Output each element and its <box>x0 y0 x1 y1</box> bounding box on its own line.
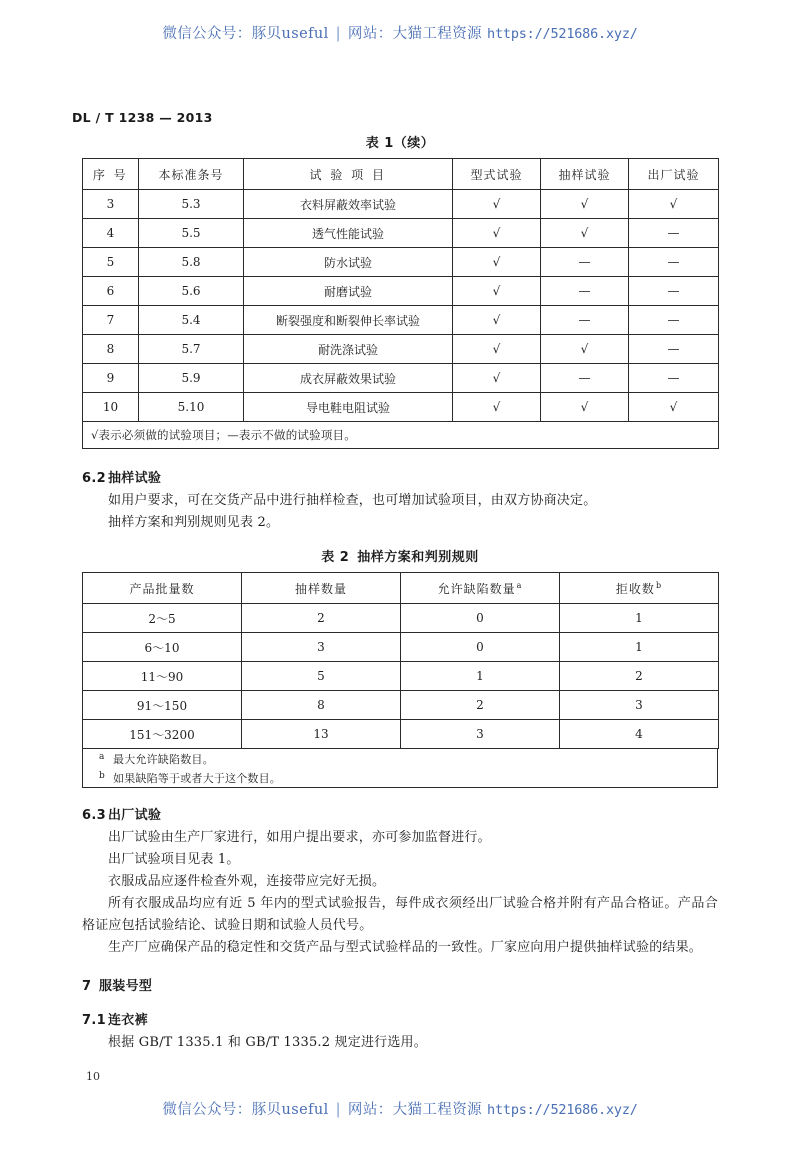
table1-header-row <box>83 159 719 190</box>
table-row <box>83 219 719 248</box>
cell-clause: 5.10 <box>139 393 244 422</box>
cell-item: 导电鞋电阻试验 <box>244 393 453 422</box>
cell-clause: 5.9 <box>139 364 244 393</box>
table2-header-reject-text: 拒收数 <box>615 581 655 596</box>
cell-no: 5 <box>83 248 139 277</box>
cell-sampling-test: — <box>541 277 629 306</box>
table2-header-reject <box>560 573 719 604</box>
cell-sampling-test: √ <box>541 335 629 364</box>
cell-clause: 5.4 <box>139 306 244 335</box>
cell-item: 耐洗涤试验 <box>244 335 453 364</box>
table-row <box>83 604 719 633</box>
section-6-3-para3: 衣服成品应逐件检查外观，连接带应完好无损。 <box>108 874 386 889</box>
table-row <box>83 691 719 720</box>
table2-header-sample <box>242 573 401 604</box>
cell-sampling-test: — <box>541 248 629 277</box>
cell-type-test: √ <box>453 277 541 306</box>
watermark-site-label: 网站：大猫工程资源 <box>347 1102 483 1118</box>
section-7-title: 服装号型 <box>99 979 153 994</box>
table2-header-batch-text: 产品批量数 <box>129 581 195 596</box>
table-row <box>83 306 719 335</box>
cell-no: 9 <box>83 364 139 393</box>
section-7-1-title: 连衣裤 <box>108 1013 148 1028</box>
watermark-separator: | <box>335 26 341 42</box>
cell-reject: 1 <box>560 604 719 633</box>
cell-item: 衣料屏蔽效率试验 <box>244 190 453 219</box>
cell-type-test: √ <box>453 393 541 422</box>
cell-item: 透气性能试验 <box>244 219 453 248</box>
cell-no: 7 <box>83 306 139 335</box>
footnote-a-text: 最大允许缺陷数目。 <box>113 752 214 766</box>
table1-header-factory-test: 出厂试验 <box>629 159 719 190</box>
cell-allowed: 0 <box>401 633 560 662</box>
section-6-2-number: 6.2 <box>82 471 106 486</box>
table1-header-no: 序 号 <box>83 159 139 190</box>
table1-note-row <box>83 422 719 449</box>
section-6-3-para5: 生产厂应确保产品的稳定性和交货产品与型式试验样品的一致性。厂家应向用户提供抽样试验的结果。 <box>108 940 703 955</box>
cell-sample: 13 <box>242 720 401 749</box>
table-row <box>83 335 719 364</box>
cell-sampling-test: √ <box>541 190 629 219</box>
page-content <box>82 132 718 1054</box>
cell-no: 4 <box>83 219 139 248</box>
table-row <box>83 720 719 749</box>
cell-allowed: 3 <box>401 720 560 749</box>
cell-clause: 5.6 <box>139 277 244 306</box>
cell-batch: 2～5 <box>83 604 242 633</box>
table-row <box>83 364 719 393</box>
cell-item: 防水试验 <box>244 248 453 277</box>
cell-factory-test: — <box>629 335 719 364</box>
table1-caption-name: （续） <box>393 136 435 151</box>
table1-header-sampling-test: 抽样试验 <box>541 159 629 190</box>
section-7-1-heading <box>82 1009 718 1028</box>
section-6-3-para2: 出厂试验项目见表 1。 <box>108 852 240 867</box>
section-6-2-para2: 抽样方案和判别规则见表 2。 <box>108 515 280 530</box>
cell-item: 断裂强度和断裂伸长率试验 <box>244 306 453 335</box>
section-6-2-para1: 如用户要求，可在交货产品中进行抽样检查，也可增加试验项目，由双方协商决定。 <box>108 493 597 508</box>
cell-type-test: √ <box>453 364 541 393</box>
footnote-a <box>83 749 719 768</box>
cell-no: 10 <box>83 393 139 422</box>
cell-factory-test: √ <box>629 393 719 422</box>
footnote-b-text: 如果缺陷等于或者大于这个数目。 <box>113 771 281 785</box>
table-row <box>83 633 719 662</box>
cell-type-test: √ <box>453 219 541 248</box>
cell-factory-test: — <box>629 248 719 277</box>
table1-caption <box>82 132 718 151</box>
table2-footnote-table <box>83 749 719 787</box>
footnote-a-mark: a <box>99 751 105 762</box>
table2-header-allowed <box>401 573 560 604</box>
cell-factory-test: — <box>629 219 719 248</box>
section-6-3-para4: 所有衣服成品均应有近 5 年内的型式试验报告，每件成衣须经出厂试验合格并附有产品合格证。产品合格证应包括试验结论、试验日期和试验人员代号。 <box>82 896 718 933</box>
table2-header-allowed-text: 允许缺陷数量 <box>437 581 516 596</box>
cell-sampling-test: √ <box>541 393 629 422</box>
section-6-3-para1: 出厂试验由生产厂家进行，如用户提出要求，亦可参加监督进行。 <box>108 830 491 845</box>
table1 <box>82 158 719 449</box>
cell-batch: 151～3200 <box>83 720 242 749</box>
cell-clause: 5.8 <box>139 248 244 277</box>
footnote-b <box>83 768 719 787</box>
cell-no: 6 <box>83 277 139 306</box>
table2-caption-number: 表 2 <box>321 550 350 565</box>
section-6-2-heading <box>82 467 718 486</box>
cell-sample: 8 <box>242 691 401 720</box>
cell-batch: 91～150 <box>83 691 242 720</box>
cell-batch: 11～90 <box>83 662 242 691</box>
watermark-wechat-label: 微信公众号：豚贝useful <box>162 26 329 42</box>
table1-header-clause: 本标准条号 <box>139 159 244 190</box>
cell-sample: 3 <box>242 633 401 662</box>
table-row <box>83 662 719 691</box>
table2-header-sample-text: 抽样数量 <box>294 581 347 596</box>
section-6-3-title: 出厂试验 <box>108 808 162 823</box>
cell-no: 8 <box>83 335 139 364</box>
footnote-row <box>83 749 719 768</box>
watermark-wechat-label: 微信公众号：豚贝useful <box>162 1102 329 1118</box>
watermark-url: https://521686.xyz/ <box>487 1102 638 1118</box>
cell-allowed: 0 <box>401 604 560 633</box>
cell-reject: 1 <box>560 633 719 662</box>
cell-sample: 2 <box>242 604 401 633</box>
cell-sampling-test: √ <box>541 219 629 248</box>
section-7-heading <box>82 975 718 994</box>
watermark-url: https://521686.xyz/ <box>487 26 638 42</box>
cell-clause: 5.5 <box>139 219 244 248</box>
cell-type-test: √ <box>453 335 541 364</box>
cell-sampling-test: — <box>541 364 629 393</box>
cell-type-test: √ <box>453 248 541 277</box>
cell-allowed: 2 <box>401 691 560 720</box>
table2 <box>82 572 719 749</box>
section-7-number: 7 <box>82 979 92 994</box>
page-number: 10 <box>86 1070 100 1083</box>
cell-reject: 2 <box>560 662 719 691</box>
cell-factory-test: — <box>629 364 719 393</box>
table-row <box>83 248 719 277</box>
table1-caption-number: 表 1 <box>365 136 394 151</box>
cell-sampling-test: — <box>541 306 629 335</box>
cell-type-test: √ <box>453 190 541 219</box>
section-6-2-title: 抽样试验 <box>108 471 162 486</box>
table-row <box>83 190 719 219</box>
cell-type-test: √ <box>453 306 541 335</box>
footnote-row <box>83 768 719 787</box>
section-7-1-para1: 根据 GB/T 1335.1 和 GB/T 1335.2 规定进行选用。 <box>108 1035 427 1050</box>
footnote-mark-a: a <box>516 580 523 590</box>
cell-batch: 6～10 <box>83 633 242 662</box>
cell-factory-test: — <box>629 277 719 306</box>
cell-factory-test: — <box>629 306 719 335</box>
table2-header-batch <box>83 573 242 604</box>
table1-header-item: 试 验 项 目 <box>244 159 453 190</box>
table-row <box>83 393 719 422</box>
table2-footnotes <box>82 749 718 788</box>
cell-clause: 5.7 <box>139 335 244 364</box>
section-6-3-number: 6.3 <box>82 808 106 823</box>
cell-sample: 5 <box>242 662 401 691</box>
watermark-site-label: 网站：大猫工程资源 <box>347 26 483 42</box>
section-6-3-heading <box>82 804 718 823</box>
cell-item: 成衣屏蔽效果试验 <box>244 364 453 393</box>
cell-reject: 4 <box>560 720 719 749</box>
watermark-bottom <box>0 1098 800 1119</box>
table2-caption <box>82 546 718 565</box>
standard-number-header: DL / T 1238 — 2013 <box>72 110 213 125</box>
footnote-mark-b: b <box>655 580 663 590</box>
footnote-b-mark: b <box>99 770 105 781</box>
table1-note: √表示必须做的试验项目；—表示不做的试验项目。 <box>83 422 719 449</box>
table2-header-row <box>83 573 719 604</box>
table2-caption-name: 抽样方案和判别规则 <box>357 550 479 565</box>
cell-reject: 3 <box>560 691 719 720</box>
cell-factory-test: √ <box>629 190 719 219</box>
section-7-1-number: 7.1 <box>82 1013 106 1028</box>
table-row <box>83 277 719 306</box>
table1-header-type-test: 型式试验 <box>453 159 541 190</box>
cell-no: 3 <box>83 190 139 219</box>
cell-item: 耐磨试验 <box>244 277 453 306</box>
cell-allowed: 1 <box>401 662 560 691</box>
watermark-separator: | <box>335 1102 341 1118</box>
cell-clause: 5.3 <box>139 190 244 219</box>
